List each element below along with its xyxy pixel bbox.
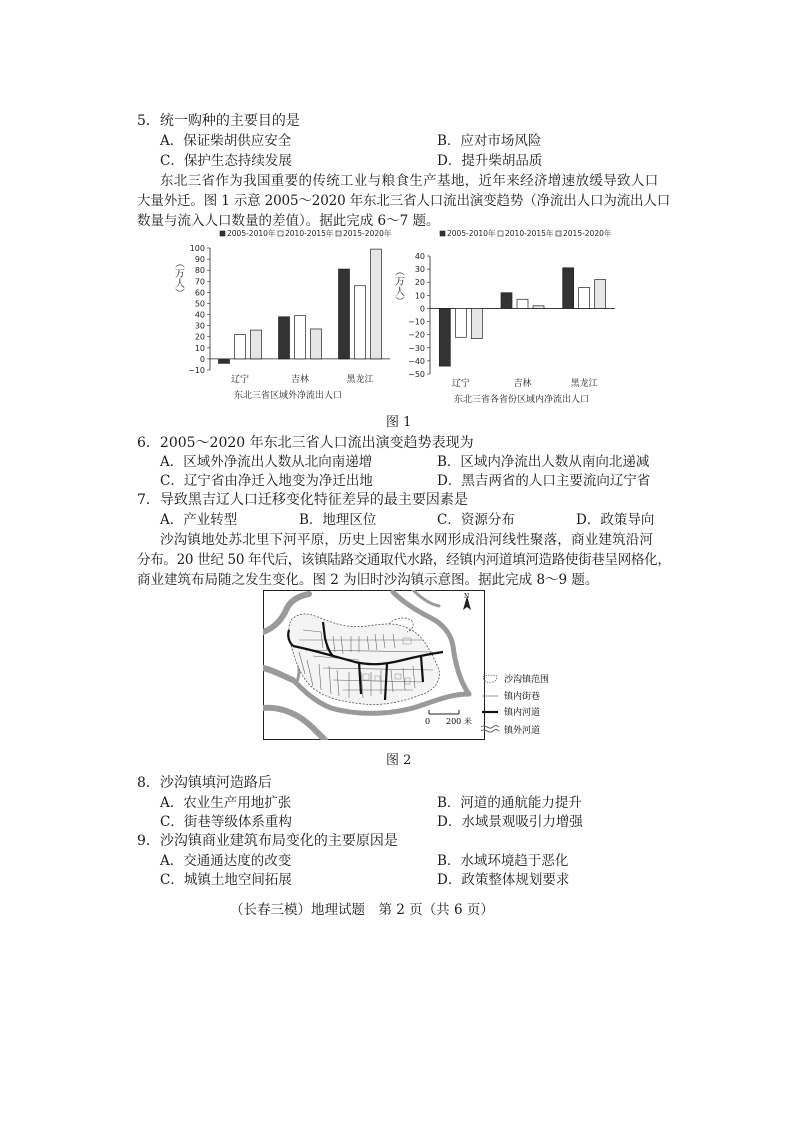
y-tick-label: −40 <box>408 356 425 366</box>
north-label: N <box>464 593 470 600</box>
legend-label: 2010-2015年 <box>285 229 334 238</box>
bar <box>295 316 306 359</box>
legend-swatch <box>440 231 445 236</box>
y-tick-label: 50 <box>194 299 205 309</box>
bar <box>219 359 230 363</box>
y-tick-label: 20 <box>414 278 425 288</box>
y-tick-label: 80 <box>194 266 205 276</box>
intro2-line1: 沙沟镇地处苏北里下河平原，历史上因密集水网形成沿河线性聚落，商业建筑沿河 <box>160 532 654 548</box>
figure2-caption: 图 2 <box>386 753 412 768</box>
q6-option-c: C．辽宁省由净迁入地变为净迁出地 <box>160 473 373 489</box>
y-tick-label: −30 <box>408 343 425 353</box>
legend-inner-river-label: 镇内河道 <box>504 708 541 718</box>
category-label: 辽宁 <box>451 379 470 389</box>
y-tick-label: 30 <box>194 321 205 331</box>
q6-option-d: D．黑吉两省的人口主要流向辽宁省 <box>437 473 651 489</box>
intro2-line2: 分布。20 世纪 50 年代后，该镇陆路交通取代水路，经镇内河道填河造路使街巷呈网格化， <box>137 552 671 568</box>
q9-option-c: C．城镇土地空间拓展 <box>160 872 292 888</box>
y-axis-label: （万人） <box>172 258 184 298</box>
category-label: 吉林 <box>290 375 310 385</box>
legend-street-label: 镇内街巷 <box>504 692 541 702</box>
q7-option-b: B．地理区位 <box>299 512 377 528</box>
q9-stem: 9．沙沟镇商业建筑布局变化的主要原因是 <box>137 833 398 849</box>
map-legend <box>478 672 578 742</box>
figure1-charts <box>170 228 620 408</box>
q7-option-c: C．资源分布 <box>437 512 515 528</box>
bar <box>235 335 246 359</box>
y-tick-label: 20 <box>194 332 205 342</box>
legend-outer-river-label: 镇外河道 <box>504 726 541 736</box>
intro2-line3: 商业建筑布局随之发生变化。图 2 为旧时沙沟镇示意图。据此完成 8～9 题。 <box>137 572 599 588</box>
bar <box>501 293 512 309</box>
q5-option-b: B．应对市场风险 <box>437 133 542 149</box>
legend-swatch <box>278 231 283 236</box>
q6-option-a: A．区域外净流出人数从北向南递增 <box>160 454 373 470</box>
y-tick-label: 0 <box>419 304 425 314</box>
chart-title: 东北三省各省份区域内净流出人口 <box>454 395 590 405</box>
y-tick-label: 70 <box>194 277 205 287</box>
y-tick-label: −10 <box>408 317 425 327</box>
legend-swatch <box>556 231 561 236</box>
category-label: 吉林 <box>513 379 532 389</box>
legend-boundary-label: 沙沟镇范围 <box>504 675 550 685</box>
bar <box>339 269 350 359</box>
legend-label: 2015-2020年 <box>343 229 392 238</box>
bar <box>471 308 482 338</box>
q8-option-d: D．水域景观吸引力增强 <box>437 814 583 830</box>
category-label: 黑龙江 <box>346 375 374 385</box>
legend-label: 2010-2015年 <box>505 229 554 238</box>
q6-option-b: B．区域内净流出人数从南向北递减 <box>437 454 650 470</box>
y-axis-label: （万人） <box>392 266 404 306</box>
y-tick-label: −20 <box>408 330 425 340</box>
q9-option-a: A．交通通达度的改变 <box>160 853 292 869</box>
legend-swatch <box>336 231 341 236</box>
bar <box>371 249 382 359</box>
q5-option-d: D．提升柴胡品质 <box>437 153 543 169</box>
scale-zero: 0 <box>425 717 431 726</box>
q8-stem: 8．沙沟镇填河造路后 <box>137 775 272 791</box>
q7-option-a: A．产业转型 <box>160 512 238 528</box>
bar <box>455 308 466 337</box>
intro1-line2: 大量外迁。图 1 示意 2005～2020 年东北三省人口流出演变趋势（净流出人口为流出人口 <box>137 193 671 209</box>
q5-option-a: A．保证柴胡供应安全 <box>160 133 292 149</box>
y-tick-label: 0 <box>199 354 205 364</box>
q7-option-d: D．政策导向 <box>576 512 655 528</box>
chart-region-outflow <box>173 228 392 401</box>
q9-option-d: D．政策整体规划要求 <box>437 872 570 888</box>
legend-label: 2015-2020年 <box>563 229 612 238</box>
intro1-line1: 东北三省作为我国重要的传统工业与粮食生产基地，近年来经济增速放缓导致人口 <box>160 173 659 189</box>
bar <box>251 330 262 359</box>
bar <box>517 299 528 308</box>
legend-swatch <box>220 231 225 236</box>
q5-stem: 5．统一购种的主要目的是 <box>137 113 300 129</box>
category-label: 黑龙江 <box>570 379 598 389</box>
legend-label: 2005-2010年 <box>227 229 276 238</box>
chart-intra-region-outflow <box>393 228 616 405</box>
y-tick-label: 40 <box>414 252 425 261</box>
bar <box>595 280 606 309</box>
q8-option-a: A．农业生产用地扩张 <box>160 795 292 811</box>
chart-title: 东北三省区域外净流出人口 <box>234 391 343 401</box>
legend-outer-river-symbol <box>481 726 499 729</box>
legend-label: 2005-2010年 <box>447 229 496 238</box>
bar <box>311 329 322 359</box>
page-footer: （长春三模）地理试题 第 2 页（共 6 页） <box>230 902 494 918</box>
bar <box>563 268 574 309</box>
figure2-map <box>263 590 485 740</box>
y-tick-label: 30 <box>414 265 425 275</box>
legend-boundary-symbol <box>483 675 497 682</box>
bar <box>579 287 590 308</box>
q8-option-b: B．河道的通航能力提升 <box>437 795 582 811</box>
y-tick-label: 10 <box>414 291 425 301</box>
intro1-line3: 数量与流入人口数量的差值）。据此完成 6～7 题。 <box>137 213 440 229</box>
q9-option-b: B．水域环境趋于恶化 <box>437 853 569 869</box>
y-tick-label: 100 <box>189 244 205 253</box>
q7-stem: 7．导致黑吉辽人口迁移变化特征差异的最主要因素是 <box>137 492 468 508</box>
y-tick-label: 40 <box>194 310 205 320</box>
q6-stem: 6．2005～2020 年东北三省人口流出演变趋势表现为 <box>137 435 474 451</box>
legend-swatch <box>498 231 503 236</box>
scale-label: 200 米 <box>446 717 472 726</box>
bar <box>279 317 290 359</box>
figure1-caption: 图 1 <box>386 415 412 430</box>
y-tick-label: 10 <box>194 343 205 353</box>
bar <box>439 308 450 366</box>
y-tick-label: 60 <box>194 288 205 298</box>
bar <box>355 286 366 359</box>
y-tick-label: −10 <box>188 366 205 375</box>
y-tick-label: −50 <box>408 370 425 379</box>
y-tick-label: 90 <box>194 255 205 265</box>
q5-option-c: C．保护生态持续发展 <box>160 153 292 169</box>
q8-option-c: C．街巷等级体系重构 <box>160 814 292 830</box>
bar <box>533 306 544 309</box>
category-label: 辽宁 <box>230 375 250 385</box>
